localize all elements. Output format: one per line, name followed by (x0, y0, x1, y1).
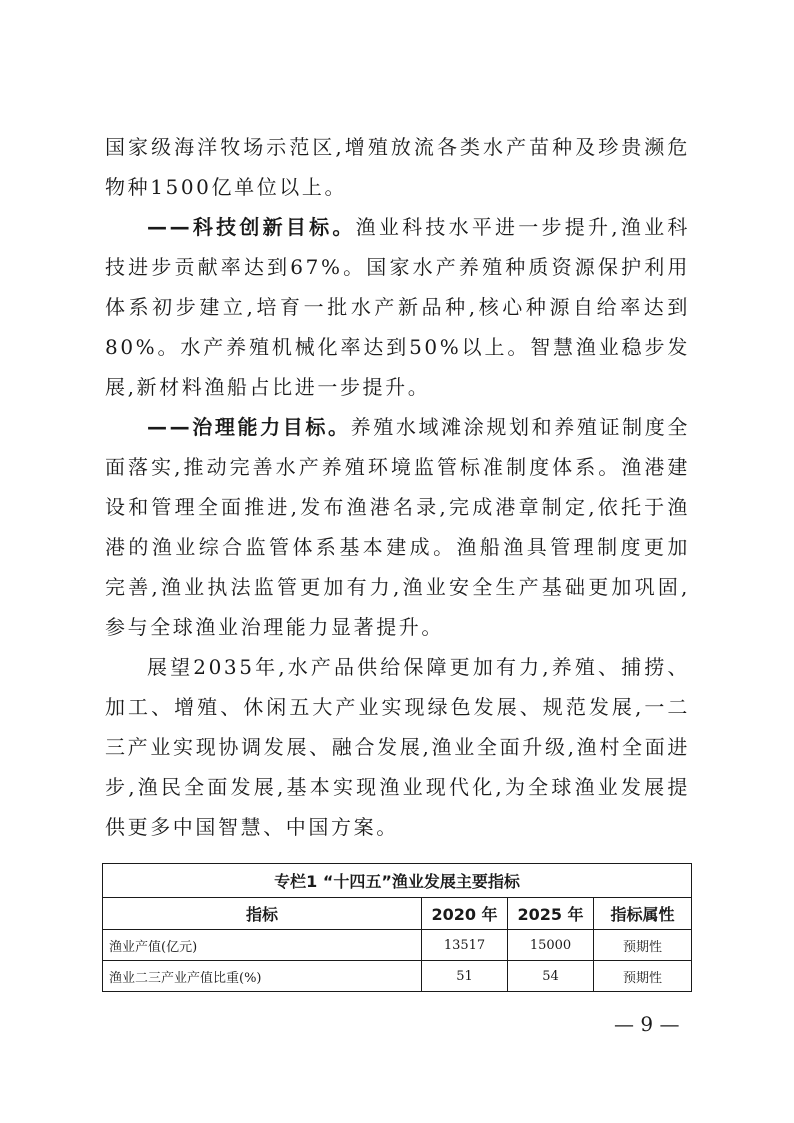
page-number: — 9 — (614, 1012, 680, 1036)
paragraph-heading: ——科技创新目标。 (147, 215, 356, 239)
cell-2020: 51 (422, 961, 508, 992)
header-attribute: 指标属性 (594, 898, 692, 930)
indicators-table (102, 863, 692, 992)
paragraph-text: 国家级海洋牧场示范区,增殖放流各类水产苗种及珍贵濒危物种1500亿单位以上。 (105, 135, 690, 199)
table-caption: 专栏1 “十四五”渔业发展主要指标 (103, 864, 692, 898)
cell-attribute: 预期性 (594, 930, 692, 961)
paragraph-governance (105, 407, 690, 647)
header-2020: 2020 年 (422, 898, 508, 930)
paragraph-continuation (105, 127, 690, 207)
header-2025: 2025 年 (508, 898, 594, 930)
paragraph-tech-innovation (105, 207, 690, 407)
paragraph-text: 渔业科技水平进一步提升,渔业科技进步贡献率达到67%。国家水产养殖种质资源保护利用体系初步建立,培育一批水产新品种,核心种源自给率达到80%。水产养殖机械化率达到50%以上。智慧渔业稳步发展,新材料渔船占比进一步提升。 (105, 215, 690, 399)
cell-2020: 13517 (422, 930, 508, 961)
cell-indicator: 渔业产值(亿元) (103, 930, 422, 961)
header-indicator: 指标 (103, 898, 422, 930)
paragraph-text: 养殖水域滩涂规划和养殖证制度全面落实,推动完善水产养殖环境监管标准制度体系。渔港建设和管理全面推进,发布渔港名录,完成港章制定,依托于渔港的渔业综合监管体系基本建成。渔船渔具管理制度更加完善,渔业执法监管更加有力,渔业安全生产基础更加巩固,参与全球渔业治理能力显著提升。 (105, 415, 691, 639)
table-row (103, 930, 692, 961)
paragraph-outlook-2035 (105, 647, 690, 847)
paragraph-heading: ——治理能力目标。 (147, 415, 351, 439)
cell-2025: 54 (508, 961, 594, 992)
cell-2025: 15000 (508, 930, 594, 961)
cell-attribute: 预期性 (594, 961, 692, 992)
cell-indicator: 渔业二三产业产值比重(%) (103, 961, 422, 992)
table-row (103, 961, 692, 992)
paragraph-text: 展望2035年,水产品供给保障更加有力,养殖、捕捞、加工、增殖、休闲五大产业实现绿色发展、规范发展,一二三产业实现协调发展、融合发展,渔业全面升级,渔村全面进步,渔民全面发展,基本实现渔业现代化,为全球渔业发展提供更多中国智慧、中国方案。 (105, 655, 690, 839)
table-header-row (103, 898, 692, 930)
